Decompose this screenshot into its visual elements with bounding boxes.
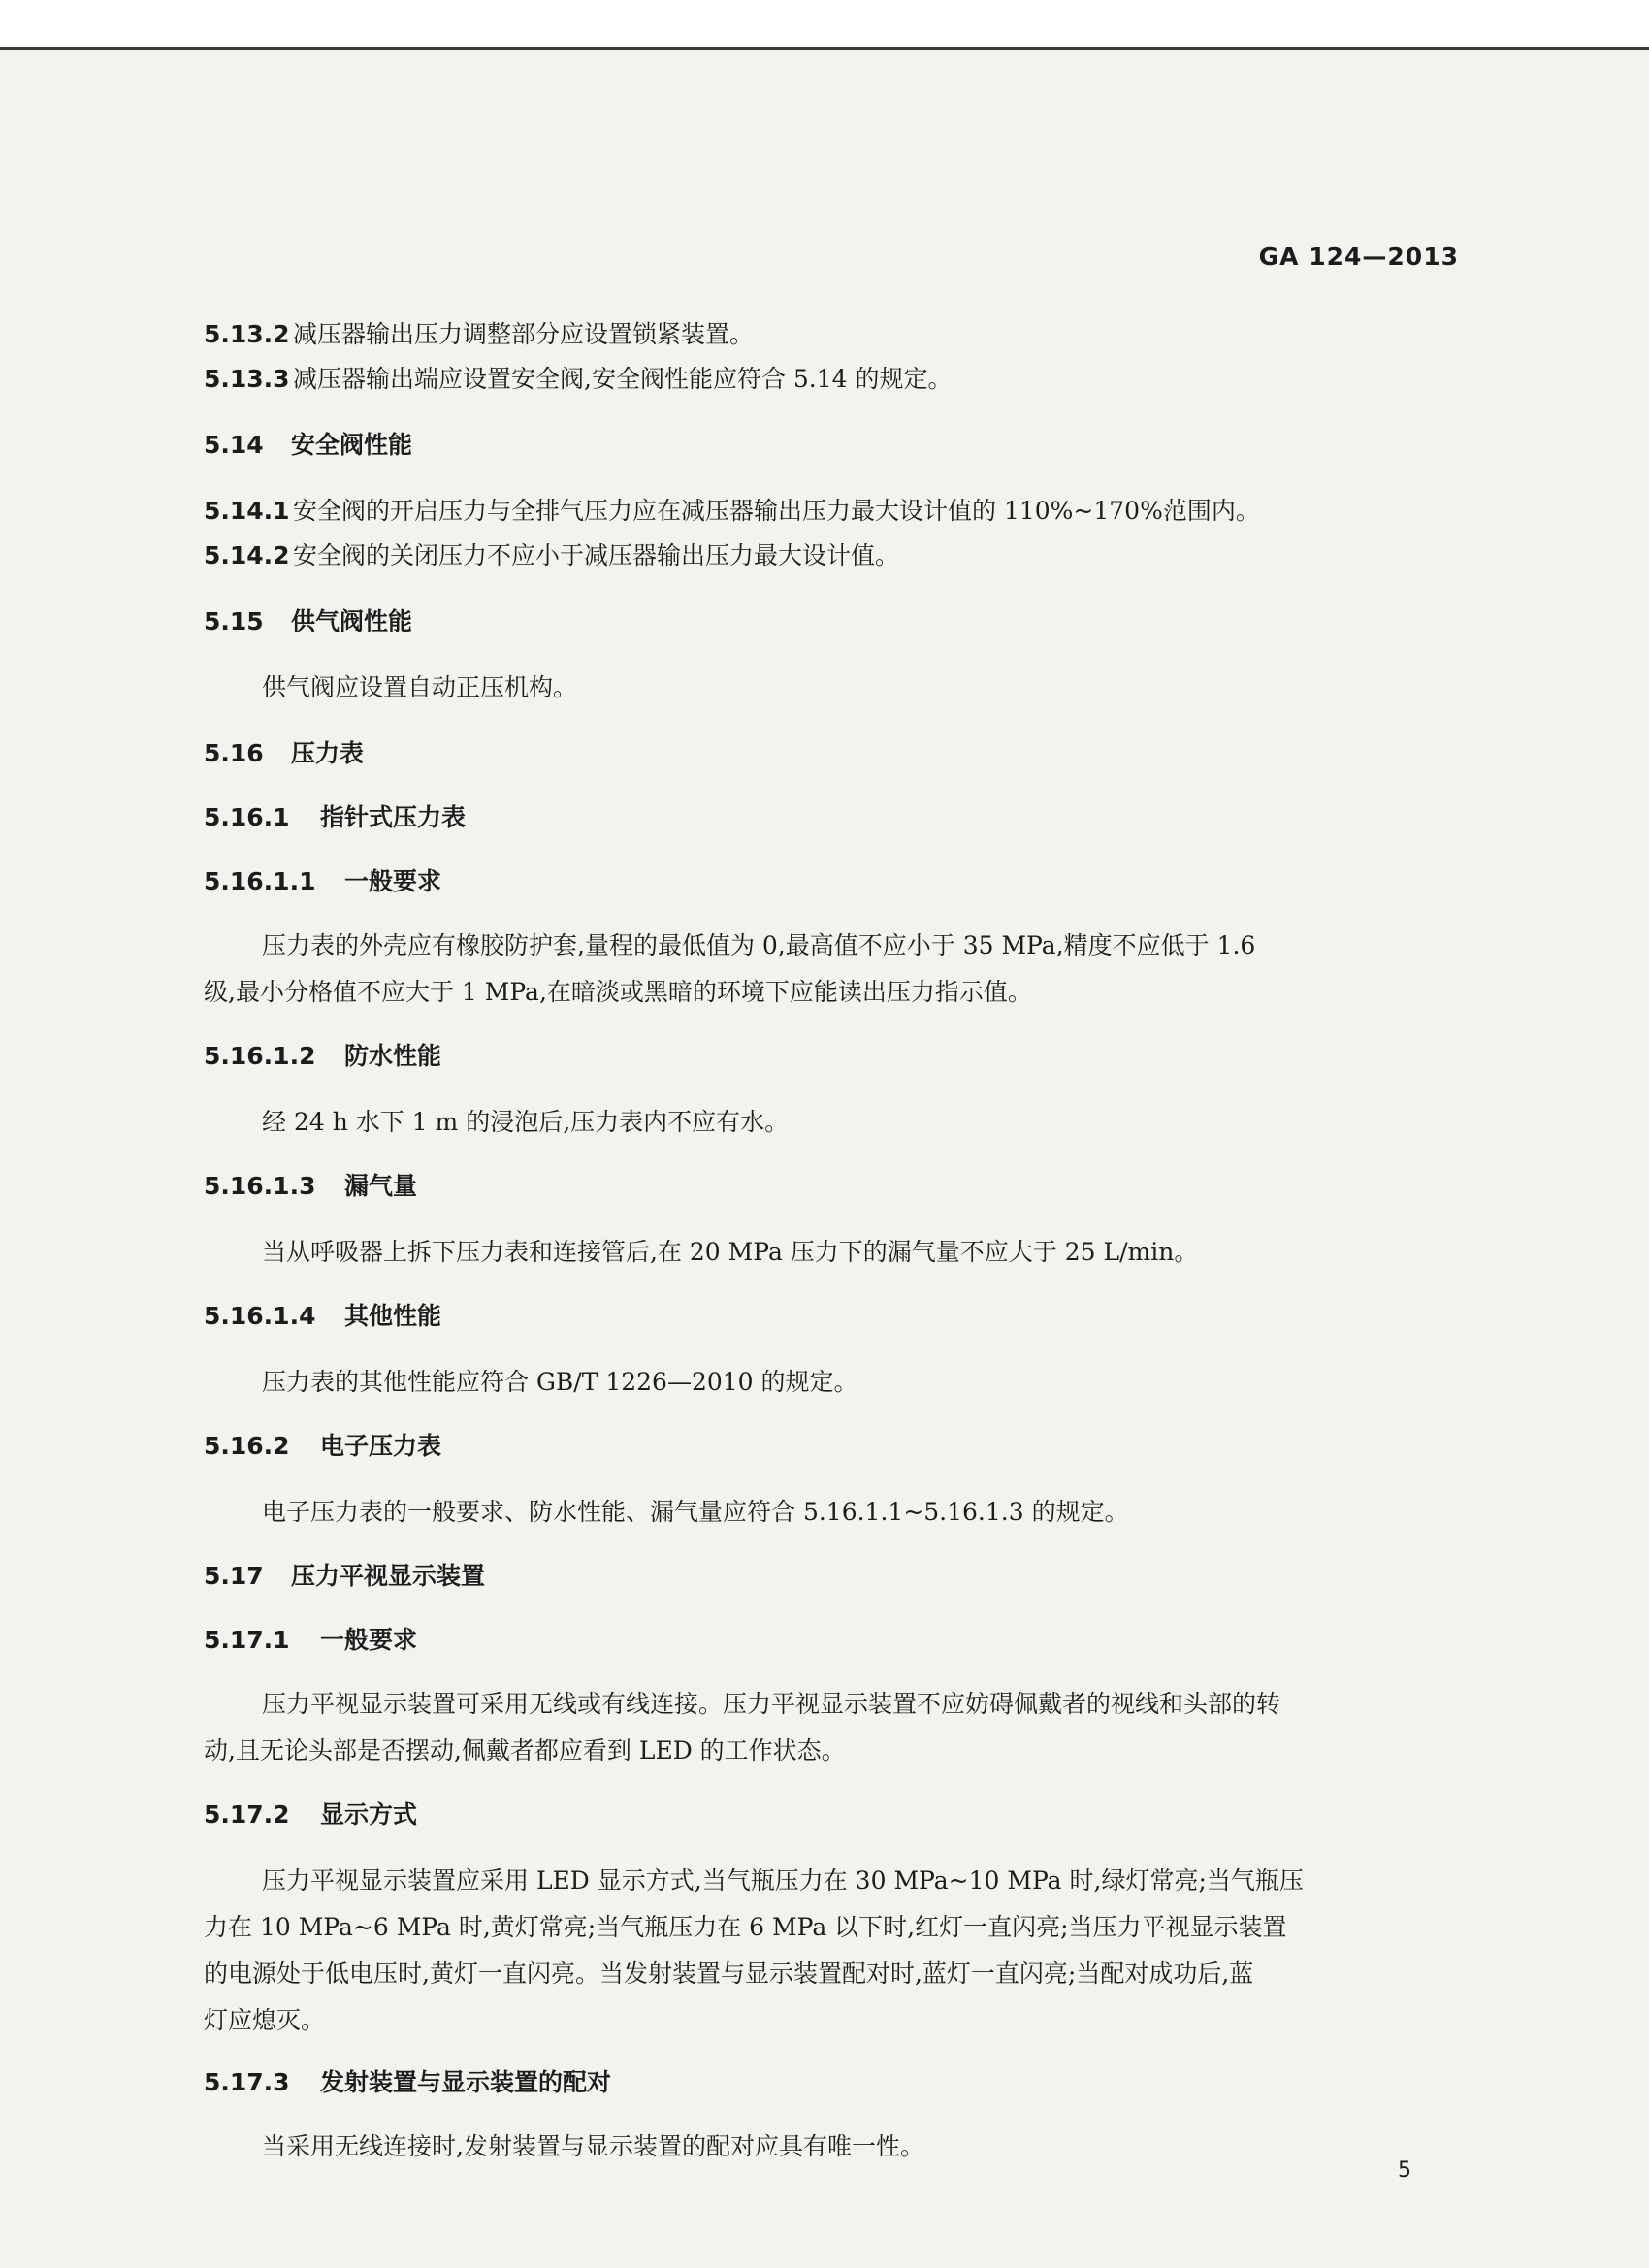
clause-5-13-2	[204, 318, 754, 351]
clause-number: 5.13.2	[204, 320, 290, 348]
paragraph: 当从呼吸器上拆下压力表和连接管后,在 20 MPa 压力下的漏气量不应大于 25 L/min。	[262, 1238, 1199, 1266]
section-number: 5.16.1.4	[204, 1302, 316, 1330]
clause-text: 安全阀的开启压力与全排气压力应在减压器输出压力最大设计值的 110%~170%范围内。	[293, 497, 1260, 525]
section-title: 指针式压力表	[320, 803, 467, 831]
subsection-heading-5-16-2	[204, 1430, 441, 1463]
section-number: 5.16.1.1	[204, 867, 316, 895]
section-heading-5-15	[204, 605, 412, 638]
section-number: 5.16	[204, 739, 264, 767]
paragraph: 当采用无线连接时,发射装置与显示装置的配对应具有唯一性。	[262, 2132, 924, 2160]
subsection-heading-5-17-3	[204, 2066, 611, 2099]
document-id: GA 124—2013	[1258, 243, 1459, 271]
section-title: 显示方式	[320, 1800, 418, 1829]
subsection-heading-5-17-2	[204, 1798, 417, 1831]
section-title: 其他性能	[344, 1302, 442, 1330]
section-number: 5.17	[204, 1562, 264, 1590]
paragraph: 供气阀应设置自动正压机构。	[262, 673, 578, 701]
subsection-heading-5-16-1-4	[204, 1300, 441, 1333]
section-heading-5-17	[204, 1560, 485, 1593]
paragraph-line: 力在 10 MPa~6 MPa 时,黄灯常亮;当气瓶压力在 6 MPa 以下时,红灯一直闪亮;当压力平视显示装置	[204, 1913, 1287, 1941]
section-number: 5.14	[204, 431, 264, 459]
section-title: 压力平视显示装置	[291, 1562, 486, 1590]
section-title: 防水性能	[344, 1042, 442, 1070]
paragraph-line: 压力表的外壳应有橡胶防护套,量程的最低值为 0,最高值不应小于 35 MPa,精度不应低于 1.6	[262, 931, 1256, 959]
clause-number: 5.14.1	[204, 497, 290, 525]
page-number: 5	[1398, 2158, 1411, 2183]
paragraph: 电子压力表的一般要求、防水性能、漏气量应符合 5.16.1.1~5.16.1.3 的规定。	[262, 1498, 1129, 1526]
section-title: 漏气量	[344, 1172, 418, 1200]
paragraph-line: 压力平视显示装置应采用 LED 显示方式,当气瓶压力在 30 MPa~10 MPa 时,绿灯常亮;当气瓶压	[262, 1866, 1304, 1895]
clause-text: 减压器输出端应设置安全阀,安全阀性能应符合 5.14 的规定。	[293, 365, 953, 393]
subsection-heading-5-16-1-2	[204, 1040, 441, 1073]
section-number: 5.15	[204, 607, 264, 635]
section-title: 一般要求	[344, 867, 442, 895]
subsection-heading-5-17-1	[204, 1624, 417, 1657]
clause-text: 减压器输出压力调整部分应设置锁紧装置。	[293, 320, 755, 348]
section-title: 一般要求	[320, 1626, 418, 1654]
section-title: 供气阀性能	[291, 607, 413, 635]
subsection-heading-5-16-1	[204, 801, 466, 834]
section-title: 压力表	[291, 739, 365, 767]
section-number: 5.16.1.2	[204, 1042, 316, 1070]
section-heading-5-14	[204, 429, 412, 462]
paragraph-line: 灯应熄灭。	[204, 2006, 326, 2034]
paragraph-line: 的电源处于低电压时,黄灯一直闪亮。当发射装置与显示装置配对时,蓝灯一直闪亮;当配对成功后,蓝	[204, 1960, 1254, 1988]
clause-number: 5.13.3	[204, 365, 290, 393]
section-number: 5.17.1	[204, 1626, 290, 1654]
section-number: 5.16.2	[204, 1432, 290, 1460]
clause-5-14-2	[204, 539, 899, 572]
paragraph-line: 级,最小分格值不应大于 1 MPa,在暗淡或黑暗的环境下应能读出压力指示值。	[204, 978, 1032, 1006]
clause-5-13-3	[204, 363, 953, 396]
paragraph: 经 24 h 水下 1 m 的浸泡后,压力表内不应有水。	[262, 1108, 790, 1136]
section-number: 5.16.1	[204, 803, 290, 831]
section-title: 发射装置与显示装置的配对	[320, 2068, 612, 2096]
section-title: 电子压力表	[320, 1432, 442, 1460]
clause-number: 5.14.2	[204, 541, 290, 569]
scan-top-band	[0, 0, 1649, 50]
subsection-heading-5-16-1-3	[204, 1170, 417, 1203]
paragraph-line: 动,且无论头部是否摆动,佩戴者都应看到 LED 的工作状态。	[204, 1736, 846, 1765]
paragraph-line: 压力平视显示装置可采用无线或有线连接。压力平视显示装置不应妨碍佩戴者的视线和头部的转	[262, 1690, 1281, 1718]
section-title: 安全阀性能	[291, 431, 413, 459]
subsection-heading-5-16-1-1	[204, 865, 441, 898]
section-number: 5.16.1.3	[204, 1172, 316, 1200]
paragraph: 压力表的其他性能应符合 GB/T 1226—2010 的规定。	[262, 1368, 858, 1396]
section-number: 5.17.2	[204, 1800, 290, 1829]
clause-5-14-1	[204, 495, 1260, 528]
section-number: 5.17.3	[204, 2068, 290, 2096]
clause-text: 安全阀的关闭压力不应小于减压器输出压力最大设计值。	[293, 541, 900, 569]
section-heading-5-16	[204, 737, 364, 770]
